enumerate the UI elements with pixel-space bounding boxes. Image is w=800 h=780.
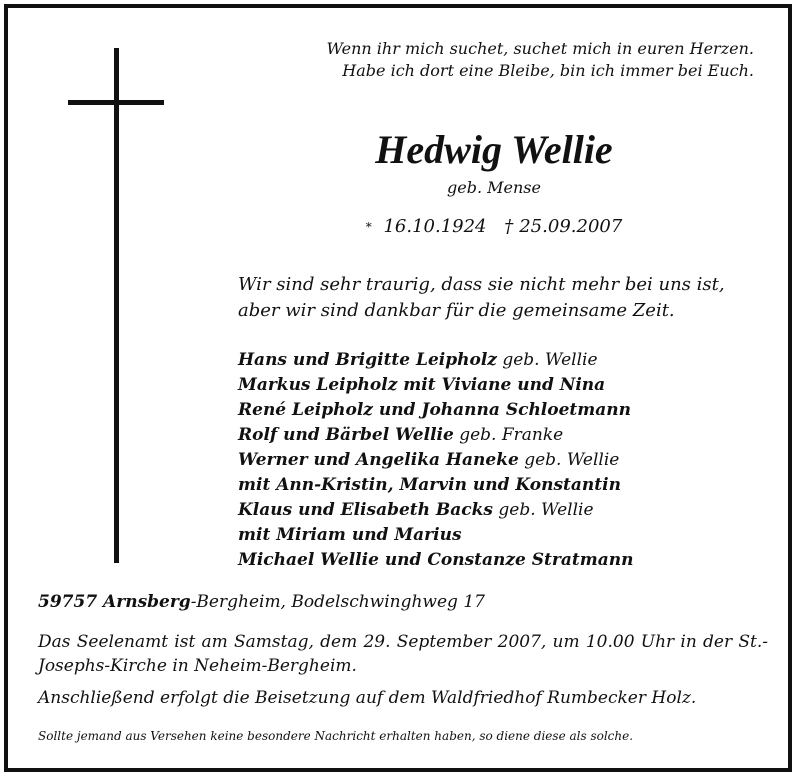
mourner-name: Werner und Angelika Haneke <box>238 450 519 470</box>
grief-line: aber wir sind dankbar für die gemeinsame Zeit. <box>238 300 675 321</box>
service-text: Das Seelenamt ist am Samstag, dem 29. September 2007, um 10.00 Uhr in der St.-Josephs-Kirche in Neheim-Bergheim. <box>38 632 768 676</box>
mourner-line <box>238 523 633 548</box>
motto-line: Wenn ihr mich suchet, suchet mich in euren Herzen. <box>326 39 754 58</box>
address-city: 59757 Arnsberg <box>38 592 191 612</box>
mourner-name: Michael Wellie und Constanze Stratmann <box>238 550 634 570</box>
motto <box>326 38 754 82</box>
mourner-name: Hans und Brigitte Leipholz <box>238 350 497 370</box>
mourner-name: Rolf und Bärbel Wellie <box>238 425 454 445</box>
mourner-name: mit Ann-Kristin, Marvin und Konstantin <box>238 475 621 495</box>
mourner-line <box>238 423 633 448</box>
mourner-line <box>238 348 633 373</box>
mourner-line <box>238 398 633 423</box>
address <box>38 592 485 612</box>
mourner-line <box>238 448 633 473</box>
mourner-note: geb. Wellie <box>493 500 594 520</box>
death-date: 25.09.2007 <box>519 216 623 237</box>
mourner-line <box>238 498 633 523</box>
mourner-name: Markus Leipholz mit Viviane und Nina <box>238 375 606 395</box>
deceased-name: Hedwig Wellie <box>375 127 613 172</box>
grief-text <box>238 272 725 324</box>
birth-date: 16.10.1924 <box>383 216 487 237</box>
cross-icon-bar <box>68 100 164 105</box>
footnote: Sollte jemand aus Versehen keine besondere Nachricht erhalten haben, so diene diese als solche. <box>38 729 634 743</box>
obituary-notice <box>4 4 792 772</box>
mourner-name: René Leipholz und Johanna Schloetmann <box>238 400 631 420</box>
cross-icon <box>114 48 119 563</box>
motto-line: Habe ich dort eine Bleibe, bin ich immer bei Euch. <box>342 61 754 80</box>
maiden-name: geb. Mense <box>447 178 541 197</box>
mourner-note: geb. Wellie <box>496 350 598 370</box>
mourner-note: geb. Franke <box>453 425 564 445</box>
birth-star-icon: * <box>365 220 372 234</box>
address-street: -Bergheim, Bodelschwinghweg 17 <box>190 592 485 612</box>
mourner-line <box>238 473 633 498</box>
death-cross-icon: † <box>504 216 514 237</box>
mourner-line <box>238 548 633 573</box>
mourners-list <box>238 348 633 573</box>
mourner-line <box>238 373 633 398</box>
mourner-note: geb. Wellie <box>518 450 620 470</box>
grief-line: Wir sind sehr traurig, dass sie nicht mehr bei uns ist, <box>238 274 725 295</box>
burial-text: Anschließend erfolgt die Beisetzung auf dem Waldfriedhof Rumbecker Holz. <box>38 688 697 708</box>
life-dates <box>234 216 754 237</box>
mourner-name: Klaus und Elisabeth Backs <box>238 500 493 520</box>
mourner-name: mit Miriam und Marius <box>238 525 462 545</box>
